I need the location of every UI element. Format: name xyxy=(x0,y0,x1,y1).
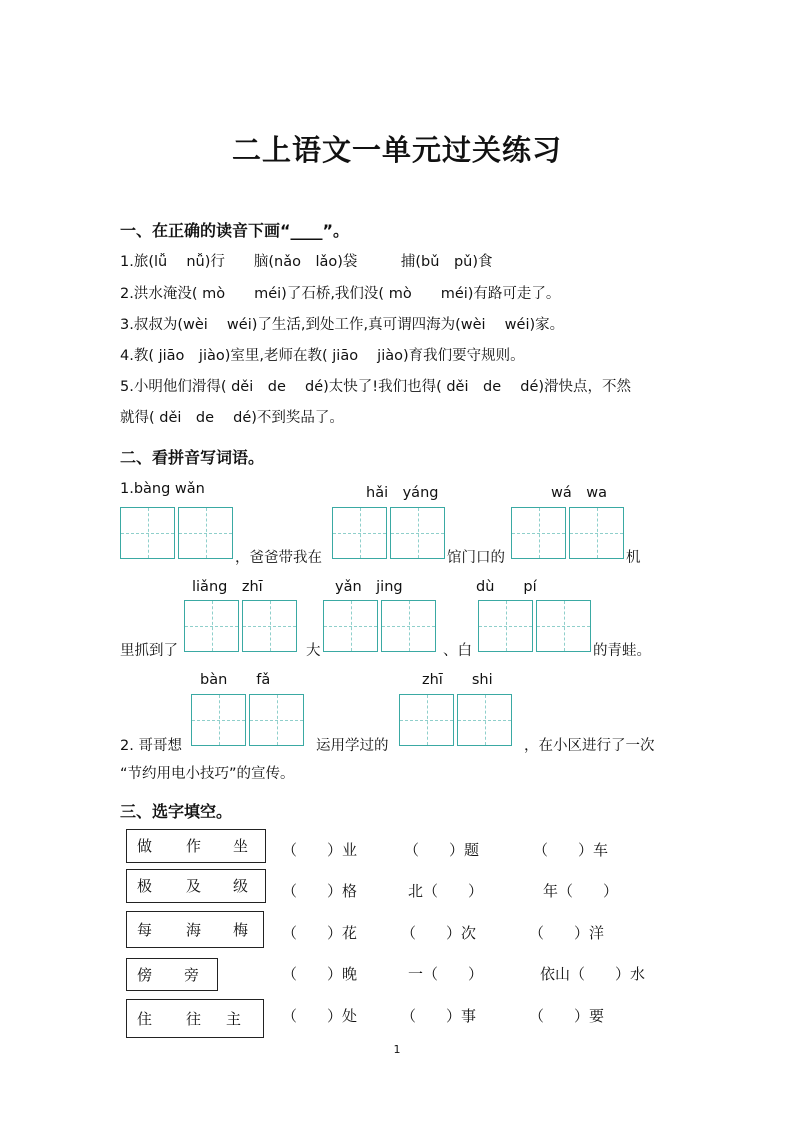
char-options-box xyxy=(126,829,266,863)
write-box[interactable] xyxy=(536,600,591,652)
fill-blank[interactable]: （ ）晚 xyxy=(282,965,358,983)
fill-blank[interactable]: （ ）要 xyxy=(529,1007,605,1025)
fill-blank[interactable]: （ ）事 xyxy=(401,1007,477,1025)
char-option: 旁 xyxy=(184,965,200,984)
write-box[interactable] xyxy=(120,507,175,559)
pinyin-zhishi: zhī shi xyxy=(422,672,493,688)
page-number: 1 xyxy=(393,1043,401,1056)
section1-heading: 一、在正确的读音下画“____”。 xyxy=(120,221,350,240)
write-box[interactable] xyxy=(249,694,304,746)
write-box[interactable] xyxy=(184,600,239,652)
write-box[interactable] xyxy=(191,694,246,746)
write-box[interactable] xyxy=(457,694,512,746)
write-box[interactable] xyxy=(242,600,297,652)
sentence-text: 、白 xyxy=(443,643,472,659)
question-line-4: 4.教( jiāo jiào)室里,老师在教( jiāo jiào)育我们要守规则。 xyxy=(120,348,525,364)
sentence-text: 运用学过的 xyxy=(316,738,389,754)
question-line-2: 2.洪水淹没( mò méi)了石桥,我们没( mò méi)有路可走了。 xyxy=(120,286,561,302)
write-box[interactable] xyxy=(323,600,378,652)
sentence-text: 的青蛙。 xyxy=(593,643,651,659)
char-option: 坐 xyxy=(233,837,249,856)
char-options-box xyxy=(126,999,264,1038)
pinyin-dupi: dù pí xyxy=(476,579,537,595)
char-option: 每 xyxy=(137,920,153,939)
sentence-text: “节约用电小技巧”的宣传。 xyxy=(120,766,295,782)
sentence-text: 馆门口的 xyxy=(447,550,505,566)
write-box[interactable] xyxy=(399,694,454,746)
pinyin-bangwan: 1.bàng wǎn xyxy=(120,481,205,497)
sentence-text: 机 xyxy=(626,550,641,566)
question-line-1: 1.旅(lǚ nǚ)行 脑(nǎo lǎo)袋 捕(bǔ pǔ)食 xyxy=(120,254,493,270)
char-option: 傍 xyxy=(137,965,153,984)
char-option: 级 xyxy=(233,877,249,896)
char-options-box xyxy=(126,869,266,903)
sentence-text: 里抓到了 xyxy=(120,643,178,659)
char-options-box xyxy=(126,958,218,991)
pinyin-haiyang: hǎi yáng xyxy=(366,485,439,501)
char-option: 海 xyxy=(186,920,202,939)
char-option: 极 xyxy=(137,877,153,896)
write-box[interactable] xyxy=(390,507,445,559)
fill-blank[interactable]: （ ）花 xyxy=(282,924,358,942)
char-option: 做 xyxy=(137,837,153,856)
fill-blank[interactable]: 年（ ） xyxy=(543,882,619,900)
write-box[interactable] xyxy=(332,507,387,559)
sentence-text: ，爸爸带我在 xyxy=(235,550,322,566)
char-option: 梅 xyxy=(233,920,249,939)
section2-heading: 二、看拼音写词语。 xyxy=(120,448,265,467)
pinyin-yanjing: yǎn jing xyxy=(335,579,403,595)
char-option: 住 xyxy=(137,1009,153,1028)
sentence-text: ，在小区进行了一次 xyxy=(524,738,655,754)
fill-blank[interactable]: 依山（ ）水 xyxy=(540,965,646,983)
pinyin-banfa: bàn fǎ xyxy=(200,672,271,688)
fill-blank[interactable]: 一（ ） xyxy=(408,965,484,983)
write-box[interactable] xyxy=(178,507,233,559)
char-options-box xyxy=(126,911,264,948)
question-line-5-cont: 就得( děi de dé)不到奖品了。 xyxy=(120,410,344,426)
char-option: 及 xyxy=(186,877,202,896)
fill-blank[interactable]: （ ）次 xyxy=(401,924,477,942)
fill-blank[interactable]: （ ）车 xyxy=(533,841,609,859)
question-line-3: 3.叔叔为(wèi wéi)了生活,到处工作,真可谓四海为(wèi wéi)家。 xyxy=(120,317,565,333)
sentence-text: 2. 哥哥想 xyxy=(120,738,182,754)
char-option: 往 xyxy=(186,1009,202,1028)
fill-blank[interactable]: （ ）业 xyxy=(282,841,358,859)
question-line-5: 5.小明他们滑得( děi de dé)太快了!我们也得( děi de dé)滑快点，不然 xyxy=(120,379,632,395)
char-option: 主 xyxy=(226,1009,242,1028)
write-box[interactable] xyxy=(569,507,624,559)
fill-blank[interactable]: （ ）格 xyxy=(282,882,358,900)
fill-blank[interactable]: （ ）处 xyxy=(282,1007,358,1025)
char-option: 作 xyxy=(186,837,202,856)
page-title: 二上语文一单元过关练习 xyxy=(231,133,562,167)
fill-blank[interactable]: （ ）洋 xyxy=(529,924,605,942)
write-box[interactable] xyxy=(511,507,566,559)
section3-heading: 三、选字填空。 xyxy=(120,802,233,821)
write-box[interactable] xyxy=(381,600,436,652)
fill-blank[interactable]: 北（ ） xyxy=(408,882,484,900)
write-box[interactable] xyxy=(478,600,533,652)
fill-blank[interactable]: （ ）题 xyxy=(404,841,480,859)
pinyin-wawa: wá wa xyxy=(551,485,607,501)
sentence-text: 大 xyxy=(306,643,321,659)
pinyin-liangzhi: liǎng zhī xyxy=(192,579,263,595)
